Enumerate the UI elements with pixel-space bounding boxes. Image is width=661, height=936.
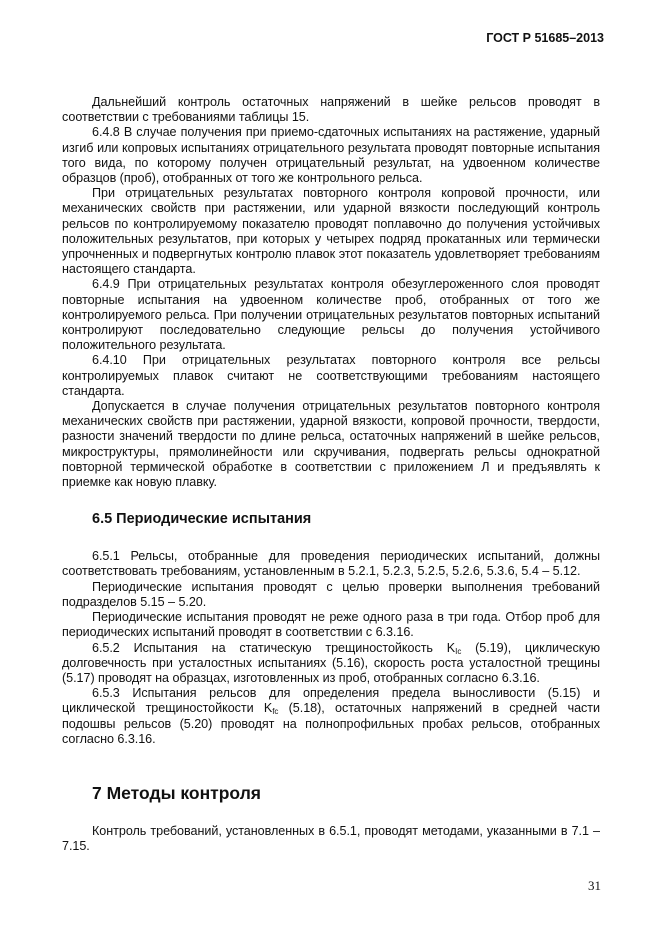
subscript: Ic: [455, 646, 462, 656]
subscript: fc: [272, 707, 279, 717]
paragraph: [62, 641, 600, 687]
section-heading-7: 7 Методы контроля: [92, 782, 262, 803]
text-span: 6.5.2 Испытания на статическую трещиностойкость K: [92, 640, 456, 655]
text-span: (5.19), циклическую долговечность при усталостных испытаниях (5.16), скорость роста усталостной трещины (5.17) проводят на образцах, изготовленных из проб, отобранных согласно 6.3.16.: [62, 640, 600, 685]
paragraph: Дальнейший контроль остаточных напряжений в шейке рельсов проводят в соответствии с требованиями таблицы 15.: [62, 95, 600, 125]
paragraph: При отрицательных результатах повторного контроля копровой прочности, или механических свойств при растяжении, или ударной вязкости последующий контроль рельсов по контролируемому показателю проводят поплавочно до получения устойчивых положительных результатов, при которых у четырех подряд прокатанных или термически упрочненных и подвергнутых контролю плавок этот показатель удовлетворяет требованиям настоящего стандарта.: [62, 186, 600, 277]
text-span: 6.5.3 Испытания рельсов для определения предела выносливости (5.15) и циклической трещиностойкости K: [62, 686, 600, 716]
paragraph: Допускается в случае получения отрицательных результатов повторного контроля механических свойств при растяжении, ударной вязкости, копровой прочности, твердости, разности значений твердости по длине рельса, остаточных напряжений в шейке рельсов, микроструктуры, прямолинейности или скручивания, подвергать рельсы однократной повторной термической обработке в соответствии с приложением Л и предъявлять к приемке как новую плавку.: [62, 399, 600, 490]
section-heading-6-5: 6.5 Периодические испытания: [92, 511, 312, 528]
page-number: 31: [588, 878, 601, 893]
paragraph: Контроль требований, установленных в 6.5.1, проводят методами, указанными в 7.1 – 7.15.: [62, 823, 600, 854]
paragraph: 6.4.10 При отрицательных результатах повторного контроля все рельсы контролируемых плавок считают не соответствующими требованиям настоящего стандарта.: [62, 353, 600, 398]
paragraph: 6.4.9 При отрицательных результатах контроля обезуглероженного слоя проводят повторные испытания на удвоенном количестве проб, отобранных от того же контролируемого рельса. При получении отрицательных результатов повторных испытаний контролируют последовательно следующие рельсы до получения устойчивого положительного результата.: [62, 277, 600, 353]
paragraph: 6.4.8 В случае получения при приемо-сдаточных испытаниях на растяжение, ударный изгиб или копровых испытаниях отрицательного результата проводят повторные испытания того вида, по которому получен отрицательный результат, на удвоенном количестве образцов (проб), отобранных от того же контрольного рельса.: [62, 125, 600, 186]
paragraph: Периодические испытания проводят не реже одного раза в три года. Отбор проб для периодических испытаний проводят в соответствии с 6.3.16.: [62, 610, 600, 640]
page-content: [62, 95, 600, 854]
text-span: (5.18), остаточных напряжений в средней части подошвы рельсов (5.20) проводят на полнопрофильных пробах рельсов, отобранных согласно 6.3.16.: [62, 701, 600, 746]
paragraph: 6.5.1 Рельсы, отобранные для проведения периодических испытаний, должны соответствовать требованиям, установленным в 5.2.1, 5.2.3, 5.2.5, 5.2.6, 5.3.6, 5.4 – 5.12.: [62, 549, 600, 579]
paragraph: [62, 686, 600, 747]
document-header: ГОСТ Р 51685–2013: [486, 31, 604, 45]
paragraph: Периодические испытания проводят с целью проверки выполнения требований подразделов 5.15 – 5.20.: [62, 579, 600, 609]
